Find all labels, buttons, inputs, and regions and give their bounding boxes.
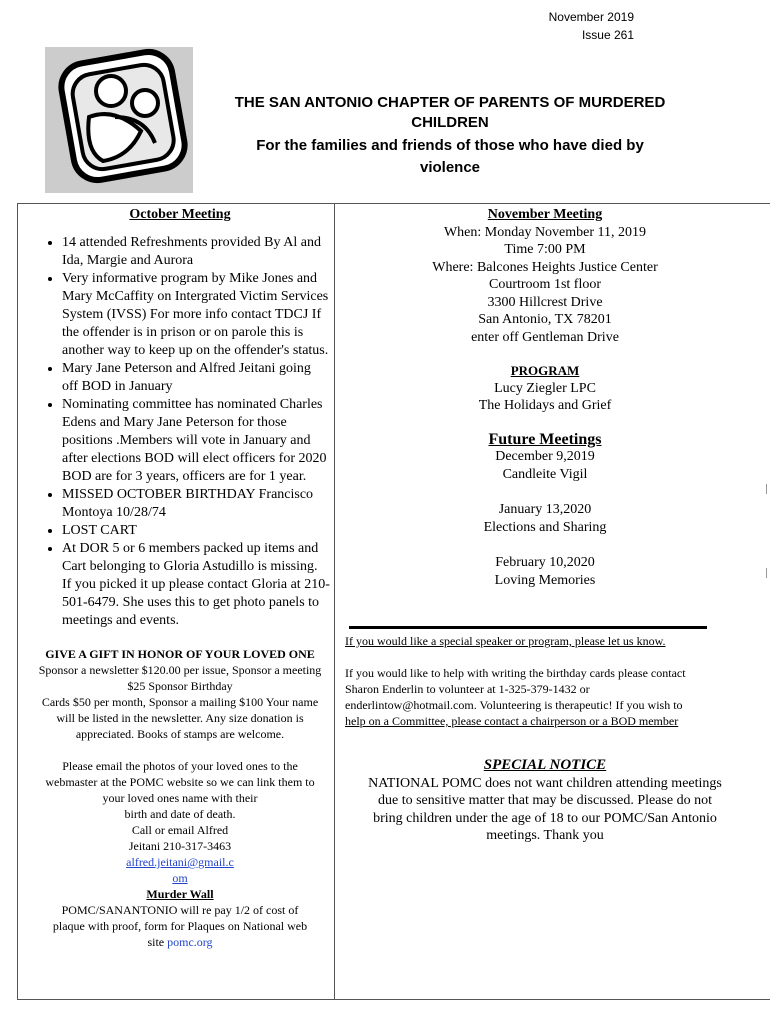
meeting-time: Time 7:00 PM [504,242,586,257]
list-item: • Very informative program by Mike Jones and Mary McCaffity on Intergrated Victim Services System (IVSS) For more info contact TDCJ If the offender is in prison or on parole this is another way to keep up on the offender's status. [62,270,330,360]
list-item: • Mary Jane Peterson and Alfred Jeitani going off BOD in January [62,360,330,396]
notice-line: NATIONAL POMC does not want children attending meetings [368,775,722,791]
photos-phone: Jeitani 210-317-3463 [128,839,232,853]
october-list [30,234,330,630]
gift-line: Cards $50 per month, Sponsor a mailing $100 Your name [41,695,319,709]
email-link[interactable]: alfred.jeitani@gmail.c [126,855,234,869]
murder-wall-line: plaque with proof, form for Plaques on National web [52,919,308,933]
title-line-2: CHILDREN [411,114,489,131]
volunteer-section [345,665,745,729]
gift-heading: GIVE A GIFT IN HONOR OF YOUR LOVED ONE [45,647,315,661]
photos-line: Call or email Alfred [131,823,229,837]
column-divider [334,203,335,999]
list-item: • LOST CART [62,522,330,540]
site-prefix: site [147,935,168,949]
list-item: • 14 attended Refreshments provided By Al and Ida, Margie and Aurora [62,234,330,270]
future-topic: Elections and Sharing [483,519,607,535]
volunteer-line: If you would like to help with writing the birthday cards please contact [345,666,686,680]
left-column [30,206,330,950]
photos-line: Please email the photos of your loved ones to the [62,759,298,773]
program-heading: PROGRAM [510,363,580,378]
meeting-room: Courtroom 1st floor [489,277,601,292]
gift-section [30,646,330,742]
pomc-link[interactable]: pomc.org [167,935,213,949]
list-item: • Nominating committee has nominated Charles Edens and Mary Jane Peterson for those positions .Members will vote in January and after elections BOD will elect officers for 2020 BOD are for 3 years, officers are for 1 year. [62,396,330,486]
november-heading: November Meeting [487,207,603,222]
subtitle-line-1: For the families and friends of those who have died by [256,137,644,154]
gift-line: $25 Sponsor Birthday [127,679,233,693]
meeting-city: San Antonio, TX 78201 [478,312,612,327]
murder-wall-heading: Murder Wall [146,887,214,901]
volunteer-line: enderlintow@hotmail.com. Volunteering is therapeutic! If you wish to [345,698,683,712]
program-topic: The Holidays and Grief [478,398,612,413]
murder-wall-line [30,934,330,950]
list-item: • MISSED OCTOBER BIRTHDAY Francisco Montoya 10/28/74 [62,486,330,522]
email-link-continued[interactable]: om [172,871,188,885]
subtitle-line-2: violence [419,159,481,176]
list-item: • At DOR 5 or 6 members packed up items and Cart belonging to Gloria Astudillo is missing. If you picked it up please contact Gloria at 210-501-6479. She uses this to get photo panels to meetings and events. [62,540,330,630]
future-topic: Loving Memories [494,572,596,588]
gift-line: appreciated. Books of stamps are welcome. [75,727,285,741]
future-date: December 9,2019 [495,449,595,464]
gift-line: will be listed in the newsletter. Any size donation is [56,711,304,725]
meeting-where: Where: Balcones Heights Justice Center [432,259,658,275]
bottom-rule [17,999,770,1000]
left-border [17,203,18,999]
photos-line: webmaster at the POMC website so we can link them to [45,775,315,789]
notice-line: bring children under the age of 18 to our POMC/San Antonio [373,810,717,826]
photos-line: birth and date of death. [124,807,236,821]
black-divider [349,626,707,629]
margin-mark [766,568,767,578]
gift-line: Sponsor a newsletter $120.00 per issue, Sponsor a meeting [38,663,322,677]
issue-info [514,8,634,44]
title-line-1: THE SAN ANTONIO CHAPTER OF PARENTS OF MURDERED [234,94,666,111]
right-column [345,206,745,845]
speaker-note: If you would like a special speaker or program, please let us know. [345,634,666,648]
notice-line: due to sensitive matter that may be discussed. Please do not [378,793,712,808]
meeting-entrance: enter off Gentleman Drive [471,329,619,345]
program-speaker: Lucy Ziegler LPC [494,380,596,396]
top-rule [17,203,770,204]
notice-line: meetings. Thank you [486,828,604,843]
family-logo-icon [45,47,193,193]
volunteer-line: Sharon Enderlin to volunteer at 1-325-379-1432 or [345,682,590,696]
volunteer-line: help on a Committee, please contact a chairperson or a BOD member [345,714,679,728]
photos-section [30,758,330,950]
photos-line: your loved ones name with their [102,791,258,805]
newsletter-title [200,93,700,179]
meeting-street: 3300 Hillcrest Drive [487,294,603,310]
future-heading: Future Meetings [488,430,602,448]
issue-number: Issue 261 [581,28,634,42]
murder-wall-line: POMC/SANANTONIO will re pay 1/2 of cost of [61,903,299,917]
future-date: February 10,2020 [495,555,595,570]
margin-mark [766,484,767,494]
meeting-when: When: Monday November 11, 2019 [443,224,647,240]
issue-date: November 2019 [548,10,634,24]
future-date: January 13,2020 [498,502,592,517]
future-topic: Candleite Vigil [502,466,588,482]
october-heading: October Meeting [129,207,231,222]
special-notice-heading: SPECIAL NOTICE [483,757,607,773]
